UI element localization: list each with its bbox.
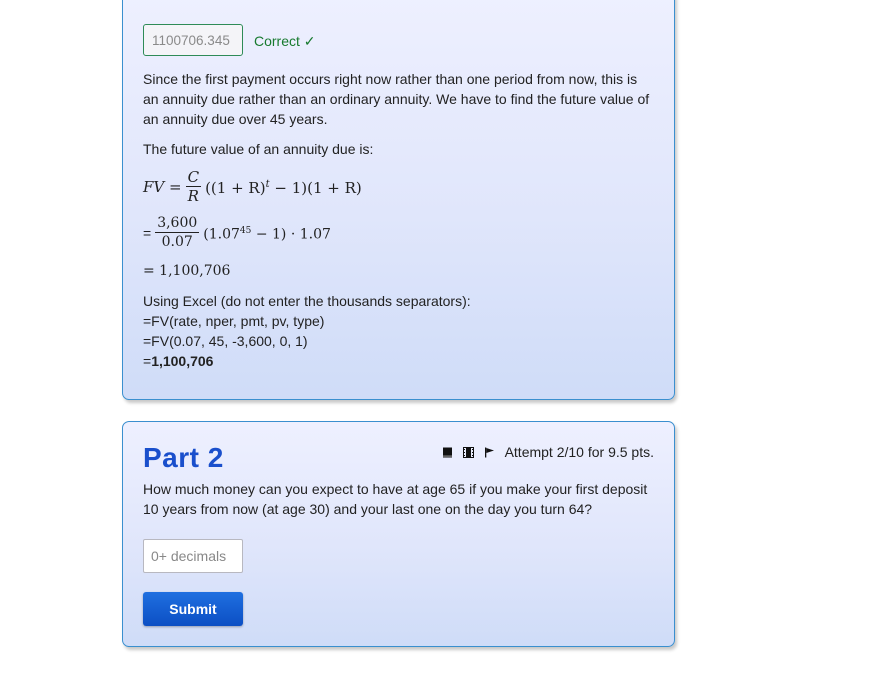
film-icon[interactable] [463,447,474,458]
excel-instructions [143,291,663,371]
attempt-bar [442,444,654,460]
answer-display: 1100706.345 [143,24,243,56]
calc-base: (1.07 [203,226,240,243]
calc-rest: − 1) · 1.07 [251,226,331,243]
explanation-line: an annuity due rather than an ordinary annuity. We have to find the future value of [143,91,650,107]
fv-result: = 1,100,706 [143,263,231,279]
excel-final [143,351,663,371]
formula-body-b: − 1)(1 + R) [269,179,362,197]
excel-final-value: 1,100,706 [151,353,214,369]
formula-body [205,175,362,198]
formula-lhs: FV = [143,177,182,196]
calc-num: 3,600 [157,215,198,231]
question-line: 10 years from now (at age 30) and your last one on the day you turn 64? [143,501,593,517]
question-text [143,479,663,519]
flag-icon[interactable] [484,447,495,458]
fv-intro: The future value of an annuity due is: [143,141,374,157]
excel-final-prefix: = [143,353,152,369]
formula-den: R [187,187,199,205]
part1-card [122,0,675,400]
question-line: How much money can you expect to have at age 65 if you make your first deposit [143,481,648,497]
calc-exponent: 45 [239,225,252,236]
explanation-text [143,69,663,129]
calc-fraction [155,214,199,251]
book-icon[interactable] [442,447,453,458]
calc-den: 0.07 [161,234,193,250]
submit-button[interactable]: Submit [143,592,243,626]
attempt-text: Attempt 2/10 for 9.5 pts. [504,444,654,460]
excel-intro: Using Excel (do not enter the thousands separators): [143,293,471,309]
fv-calculation [143,214,663,251]
fv-formula [143,168,663,205]
calc-eq: = [143,224,152,241]
excel-line: =FV(0.07, 45, -3,600, 0, 1) [143,333,308,349]
formula-num: C [187,168,200,186]
excel-line: =FV(rate, nper, pmt, pv, type) [143,313,325,329]
correct-status: Correct ✓ [254,33,316,49]
answer-input[interactable] [143,539,243,573]
part-title: Part 2 [143,442,224,473]
formula-body-a: ((1 + R) [205,179,266,197]
explanation-line: an annuity due over 45 years. [143,111,328,127]
explanation-line: Since the first payment occurs right now rather than one period from now, this is [143,71,638,87]
formula-exponent: t [265,179,270,190]
calc-body [203,221,331,245]
part2-card [122,421,675,647]
formula-fraction [186,168,201,205]
